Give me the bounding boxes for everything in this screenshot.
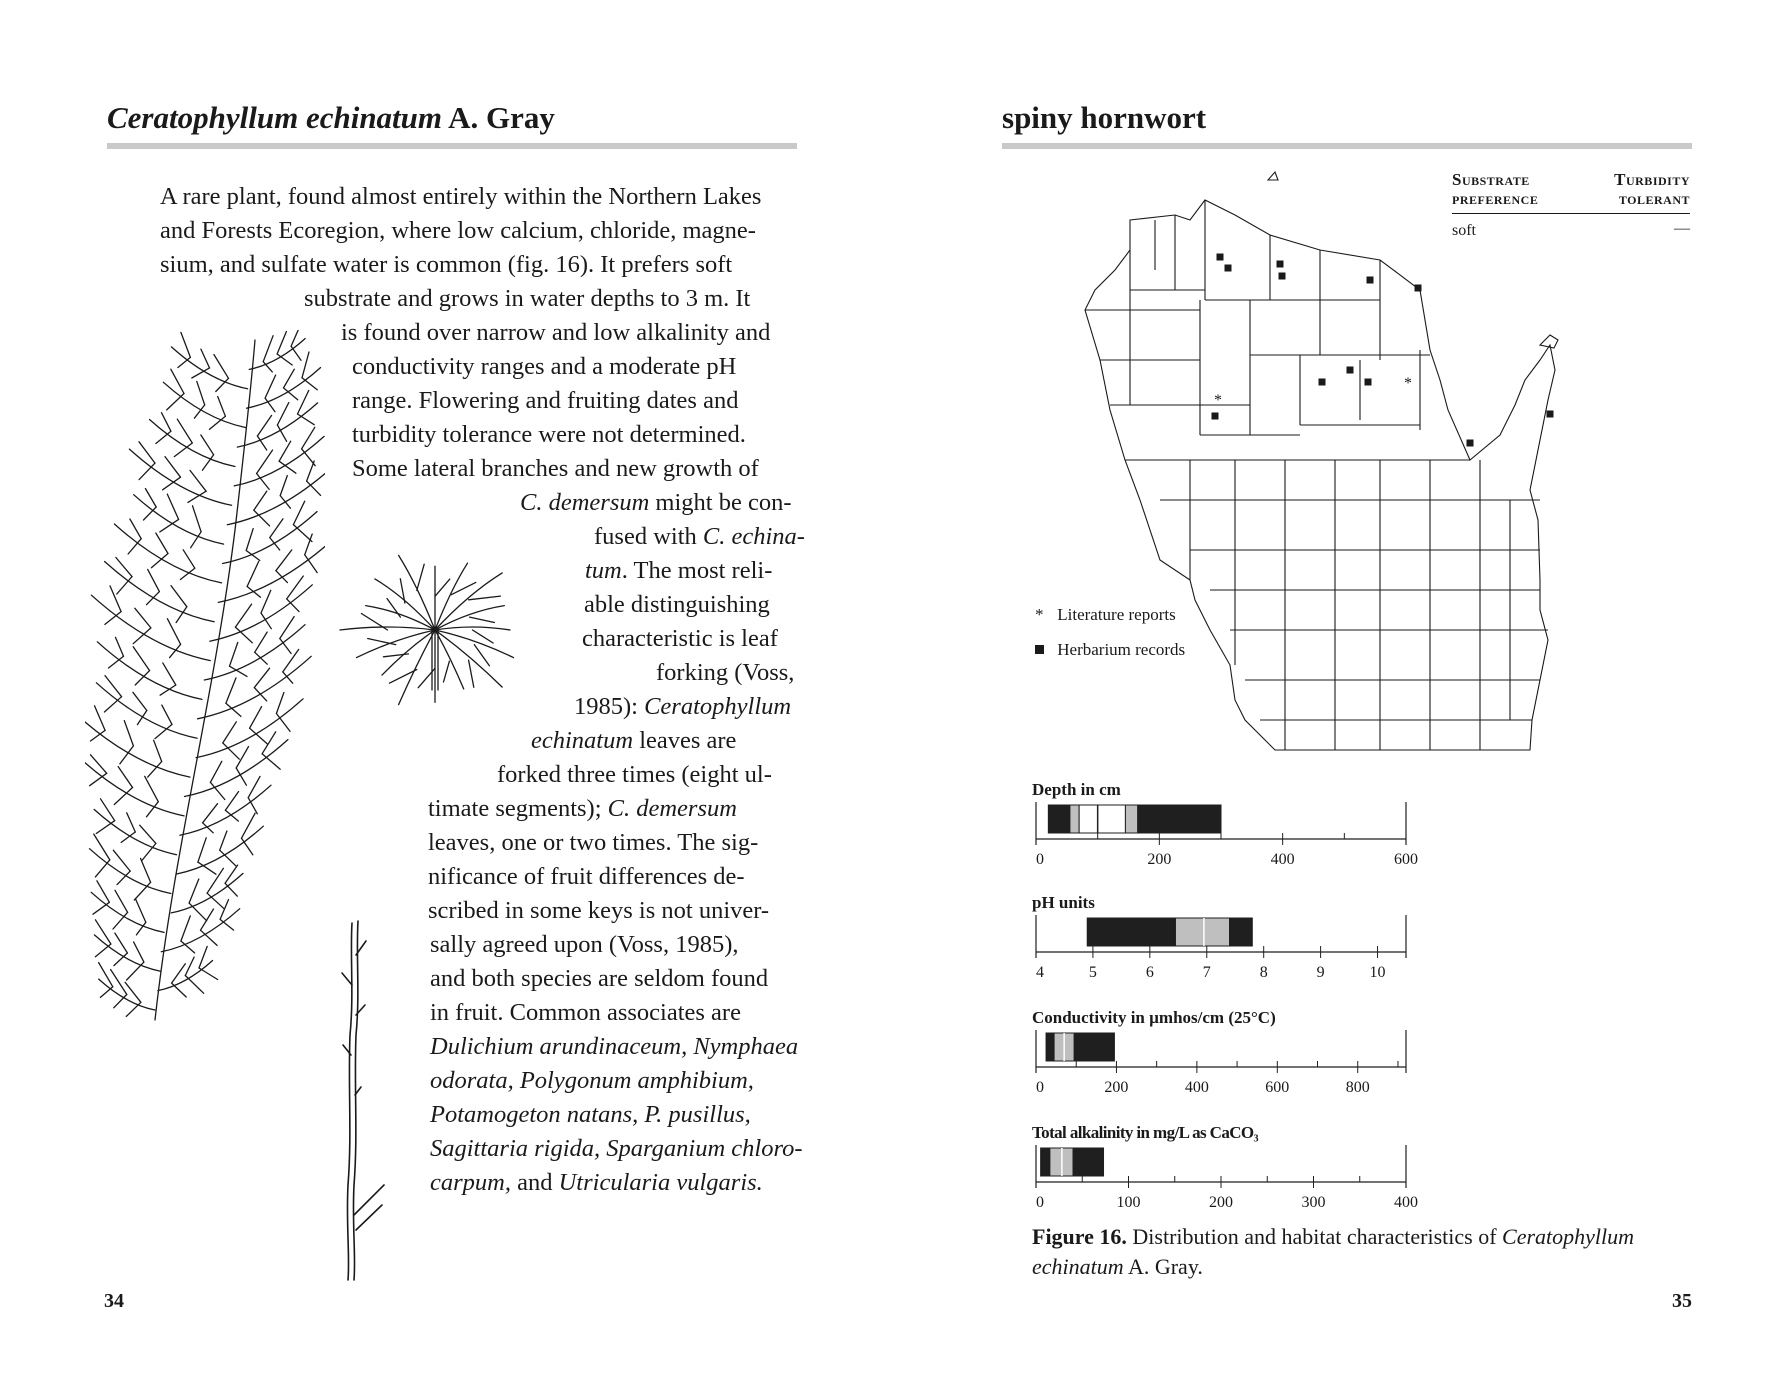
figure-caption: Figure 16. Distribution and habitat characteristics of Ceratophyllum echinatum A. Gray. [1032, 1224, 1635, 1279]
text-line: Dulichium arundinaceum, Nymphaea [430, 1033, 799, 1060]
herbarium-record-marker [1467, 440, 1474, 447]
text-line: tum. The most reli- [585, 557, 773, 584]
text-line: turbidity tolerance were not determined. [352, 421, 746, 448]
herbarium-record-marker [1277, 261, 1284, 268]
tick-label: 200 [1104, 1079, 1129, 1096]
range-bar-chart [1020, 1030, 1440, 1100]
text-line: sium, and sulfate water is common (fig. 16). It prefers soft [160, 251, 733, 278]
right-title-rule [1002, 143, 1692, 149]
text-line: and Forests Ecoregion, where low calcium, chloride, magne- [160, 217, 756, 244]
range-segment [1046, 1033, 1054, 1061]
text-line: forked three times (eight ul- [497, 761, 772, 788]
tick-label: 6 [1145, 964, 1154, 981]
tick-label: 0 [1036, 851, 1044, 868]
text-line: nificance of fruit differences de- [428, 863, 745, 890]
right-page-number: 35 [1672, 1290, 1692, 1312]
common-name-title: spiny hornwort [1002, 100, 1207, 135]
text-line: A rare plant, found almost entirely within the Northern Lakes [160, 183, 762, 210]
substrate-value: soft [1452, 222, 1476, 239]
substrate-header: Substrate preference [1452, 170, 1539, 208]
tick-label: 400 [1184, 1079, 1209, 1096]
turbidity-header: Turbidity tolerant [1614, 170, 1690, 208]
text-line: Sagittaria rigida, Sparganium chloro- [430, 1135, 803, 1162]
range-segment [1041, 1148, 1050, 1176]
asterisk-icon: * [1035, 605, 1044, 624]
tick-label: 200 [1147, 851, 1172, 868]
tick-label: 0 [1036, 1194, 1044, 1211]
text-line: is found over narrow and low alkalinity and [341, 319, 771, 346]
legend-literature: * Literature reports [1035, 605, 1176, 624]
text-line: in fruit. Common associates are [430, 999, 741, 1026]
tick-label: 400 [1394, 1194, 1418, 1211]
tick-label: 4 [1036, 964, 1044, 981]
left-page-title [107, 100, 555, 136]
herbarium-record-marker [1547, 411, 1554, 418]
tick-label: 200 [1209, 1194, 1233, 1211]
tick-label: 600 [1265, 1079, 1290, 1096]
text-line: fused with C. echina- [594, 523, 805, 550]
tick-label: 9 [1316, 964, 1325, 981]
tick-label: 400 [1270, 851, 1295, 868]
species-name: Ceratophyllum echinatum [107, 100, 443, 135]
chart-title: Conductivity in µmhos/cm (25°C) [1032, 1008, 1276, 1027]
herbarium-record-marker [1347, 367, 1354, 374]
literature-report-marker: * [1404, 375, 1412, 392]
turbidity-value: — [1674, 220, 1690, 237]
herbarium-record-marker [1225, 265, 1232, 272]
range-bar-chart [1020, 1145, 1440, 1215]
text-line: and both species are seldom found [430, 965, 769, 992]
range-segment [1070, 805, 1079, 833]
tick-label: 0 [1036, 1079, 1044, 1096]
legend-herbarium: Herbarium records [1035, 640, 1185, 660]
tick-label: 7 [1202, 964, 1211, 981]
tick-label: 100 [1116, 1194, 1141, 1211]
species-author: A. Gray [448, 100, 555, 135]
range-bar-chart [1020, 802, 1440, 872]
left-title-rule [107, 143, 797, 149]
text-line: substrate and grows in water depths to 3 m. It [304, 285, 751, 312]
tick-label: 800 [1345, 1079, 1370, 1096]
range-segment [1230, 918, 1253, 946]
herbarium-record-marker [1319, 379, 1326, 386]
tick-label: 300 [1301, 1194, 1326, 1211]
figure-label: Figure 16. [1032, 1224, 1127, 1249]
text-line: C. demersum might be con- [520, 489, 792, 516]
text-line: characteristic is leaf [582, 625, 778, 652]
tick-label: 8 [1259, 964, 1268, 981]
chart-title: Depth in cm [1032, 780, 1121, 799]
text-line: 1985): Ceratophyllum [574, 693, 792, 720]
tick-label: 5 [1088, 964, 1097, 981]
text-line: echinatum leaves are [531, 727, 737, 754]
text-line: scribed in some keys is not univer- [428, 897, 770, 924]
text-line: odorata, Polygonum amphibium, [430, 1067, 754, 1094]
left-page-number: 34 [104, 1290, 124, 1312]
plant-sprig-illustration [85, 330, 325, 1030]
chart-title: pH units [1032, 893, 1095, 912]
text-line: forking (Voss, [656, 659, 795, 686]
text-line: timate segments); C. demersum [428, 795, 737, 822]
range-bar-chart [1020, 915, 1440, 985]
text-line: conductivity ranges and a moderate pH [352, 353, 737, 380]
range-segment [1073, 1148, 1104, 1176]
filled-square-icon [1035, 645, 1044, 654]
chart-title: Total alkalinity in mg/L as CaCO₃ [1032, 1123, 1259, 1142]
range-segment [1048, 805, 1070, 833]
literature-report-marker: * [1214, 392, 1222, 409]
text-line: able distinguishing [584, 591, 770, 618]
herbarium-record-marker [1367, 277, 1374, 284]
herbarium-record-marker [1212, 413, 1219, 420]
tick-label: 600 [1394, 851, 1418, 868]
text-line: leaves, one or two times. The sig- [428, 829, 759, 856]
herbarium-record-marker [1279, 273, 1286, 280]
tick-label: 10 [1369, 964, 1386, 981]
range-segment [1087, 918, 1175, 946]
text-line: carpum, and Utricularia vulgaris. [430, 1169, 763, 1196]
herbarium-record-marker [1415, 285, 1422, 292]
text-line: Potamogeton natans, P. pusillus, [430, 1101, 751, 1128]
wisconsin-distribution-map [1070, 160, 1640, 760]
stem-illustration [330, 915, 390, 1285]
range-segment [1138, 805, 1221, 833]
herbarium-record-marker [1217, 254, 1224, 261]
herbarium-record-marker [1365, 379, 1372, 386]
range-segment [1125, 805, 1137, 833]
leaf-whorl-illustration [330, 525, 540, 735]
range-segment [1074, 1033, 1114, 1061]
range-segment [1079, 805, 1125, 833]
text-line: range. Flowering and fruiting dates and [352, 387, 739, 414]
text-line: Some lateral branches and new growth of [352, 455, 759, 482]
text-line: sally agreed upon (Voss, 1985), [430, 931, 739, 958]
range-segment [1175, 918, 1229, 946]
